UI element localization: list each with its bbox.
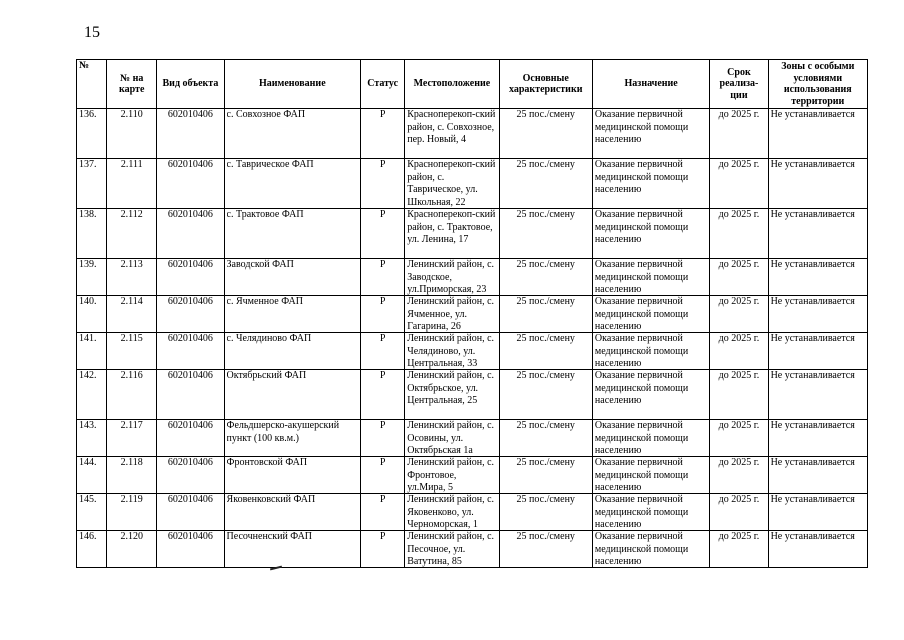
cell-status (361, 209, 405, 259)
object-kind-text: 602010406 (167, 457, 213, 468)
cell-object-kind (157, 333, 224, 370)
cell-status (361, 296, 405, 333)
cell-characteristics (499, 494, 592, 531)
cell-zones (768, 457, 867, 494)
purpose-text: Оказание первичной медицинской помощи населению (594, 159, 689, 195)
cell-map-number (107, 531, 157, 568)
cell-map-number (107, 209, 157, 259)
header-num: № (77, 60, 107, 109)
term-text: до 2025 г. (718, 109, 760, 120)
object-name-text: с. Таврическое ФАП (226, 159, 314, 170)
term-text: до 2025 г. (718, 420, 760, 431)
status-text: Р (379, 457, 386, 468)
object-kind-text: 602010406 (167, 370, 213, 381)
cell-object-kind (157, 457, 224, 494)
object-kind-text: 602010406 (167, 494, 213, 505)
cell-purpose (592, 296, 709, 333)
status-text: Р (379, 209, 386, 220)
cell-characteristics (499, 420, 592, 457)
characteristics-text: 25 пос./смену (516, 159, 575, 170)
cell-object-name (224, 296, 361, 333)
table-row (77, 259, 868, 296)
characteristics-text: 25 пос./смену (516, 259, 575, 270)
cell-map-number (107, 494, 157, 531)
cell-map-number (107, 457, 157, 494)
location-text: Красноперекоп-ский район, с. Совхозное, пер. Новый, 4 (407, 109, 496, 145)
location-text: Ленинский район, с. Заводское, ул.Приморская, 23 (407, 259, 495, 295)
purpose-text: Оказание первичной медицинской помощи населению (594, 296, 689, 332)
header-zones: Зоны с особыми условиями использования территории (768, 60, 867, 109)
map-number-text: 2.110 (120, 109, 143, 120)
cell-row-number (77, 494, 107, 531)
header-name: Наименование (224, 60, 361, 109)
object-name-text: Яковенковский ФАП (226, 494, 316, 505)
table-row (77, 531, 868, 568)
zones-text: Не устанавливается (770, 370, 855, 381)
map-number-text: 2.115 (120, 333, 143, 344)
cell-object-name (224, 159, 361, 209)
term-text: до 2025 г. (718, 296, 760, 307)
location-text: Ленинский район, с. Песочное, ул. Ватутина, 85 (407, 531, 495, 567)
cell-status (361, 259, 405, 296)
purpose-text: Оказание первичной медицинской помощи населению (594, 333, 689, 369)
term-text: до 2025 г. (718, 494, 760, 505)
cell-row-number (77, 420, 107, 457)
characteristics-text: 25 пос./смену (516, 494, 575, 505)
object-name-text: с. Челядиново ФАП (226, 333, 312, 344)
map-number-text: 2.113 (120, 259, 143, 270)
row-number-text: 142. (79, 370, 97, 381)
cell-object-name (224, 457, 361, 494)
cell-location (405, 296, 499, 333)
status-text: Р (379, 159, 386, 170)
status-text: Р (379, 420, 386, 431)
object-name-text: с. Совхозное ФАП (226, 109, 306, 120)
characteristics-text: 25 пос./смену (516, 420, 575, 431)
map-number-text: 2.120 (120, 531, 143, 542)
cell-purpose (592, 159, 709, 209)
status-text: Р (379, 296, 386, 307)
cell-map-number (107, 333, 157, 370)
cell-characteristics (499, 296, 592, 333)
cell-zones (768, 370, 867, 420)
purpose-text: Оказание первичной медицинской помощи населению (594, 420, 689, 456)
location-text: Ленинский район, с. Ячменное, ул. Гагарина, 26 (407, 296, 495, 332)
cell-map-number (107, 159, 157, 209)
zones-text: Не устанавливается (770, 296, 855, 307)
map-number-text: 2.112 (120, 209, 143, 220)
cell-term (710, 420, 768, 457)
status-text: Р (379, 531, 386, 542)
term-text: до 2025 г. (718, 370, 760, 381)
table-row (77, 209, 868, 259)
objects-table (76, 59, 868, 568)
row-number-text: 139. (79, 259, 97, 270)
table-row (77, 420, 868, 457)
row-number-text: 141. (79, 333, 97, 344)
table-row (77, 457, 868, 494)
cell-location (405, 259, 499, 296)
object-kind-text: 602010406 (167, 209, 213, 220)
cell-object-kind (157, 159, 224, 209)
cell-purpose (592, 259, 709, 296)
cell-purpose (592, 457, 709, 494)
cell-zones (768, 209, 867, 259)
purpose-text: Оказание первичной медицинской помощи населению (594, 531, 689, 567)
map-number-text: 2.114 (120, 296, 143, 307)
cell-object-kind (157, 494, 224, 531)
zones-text: Не устанавливается (770, 109, 855, 120)
cell-purpose (592, 209, 709, 259)
header-term: Срок реализа-ции (710, 60, 768, 109)
cell-zones (768, 420, 867, 457)
cell-characteristics (499, 457, 592, 494)
map-number-text: 2.111 (120, 159, 143, 170)
location-text: Красноперекоп-ский район, с. Трактовое, ул. Ленина, 17 (407, 209, 496, 245)
cell-purpose (592, 109, 709, 159)
cell-object-kind (157, 109, 224, 159)
cell-location (405, 531, 499, 568)
cell-object-name (224, 531, 361, 568)
row-number-text: 136. (79, 109, 97, 120)
zones-text: Не устанавливается (770, 259, 855, 270)
object-kind-text: 602010406 (167, 531, 213, 542)
cell-purpose (592, 494, 709, 531)
cell-characteristics (499, 159, 592, 209)
cell-object-name (224, 259, 361, 296)
table-row (77, 109, 868, 159)
cell-purpose (592, 333, 709, 370)
cell-term (710, 209, 768, 259)
header-object-kind: Вид объекта (157, 60, 224, 109)
cell-object-kind (157, 531, 224, 568)
purpose-text: Оказание первичной медицинской помощи населению (594, 370, 689, 406)
characteristics-text: 25 пос./смену (516, 296, 575, 307)
map-number-text: 2.119 (120, 494, 143, 505)
status-text: Р (379, 370, 386, 381)
row-number-text: 140. (79, 296, 97, 307)
object-kind-text: 602010406 (167, 420, 213, 431)
cell-row-number (77, 209, 107, 259)
map-number-text: 2.118 (120, 457, 143, 468)
object-name-text: Песочненский ФАП (226, 531, 313, 542)
cell-purpose (592, 531, 709, 568)
location-text: Ленинский район, с. Октябрьское, ул. Центральная, 25 (407, 370, 495, 406)
cell-row-number (77, 159, 107, 209)
cell-zones (768, 259, 867, 296)
row-number-text: 138. (79, 209, 97, 220)
table-row (77, 159, 868, 209)
object-kind-text: 602010406 (167, 159, 213, 170)
purpose-text: Оказание первичной медицинской помощи населению (594, 457, 689, 493)
object-name-text: Фельдшерско-акушерский пункт (100 кв.м.) (226, 420, 340, 444)
purpose-text: Оказание первичной медицинской помощи населению (594, 209, 689, 245)
term-text: до 2025 г. (718, 209, 760, 220)
cell-location (405, 494, 499, 531)
cell-object-kind (157, 420, 224, 457)
cell-object-name (224, 209, 361, 259)
location-text: Ленинский район, с. Осовины, ул. Октябрьская 1а (407, 420, 495, 456)
cell-term (710, 494, 768, 531)
cell-term (710, 457, 768, 494)
cell-status (361, 109, 405, 159)
object-kind-text: 602010406 (167, 333, 213, 344)
cell-map-number (107, 370, 157, 420)
cell-status (361, 159, 405, 209)
term-text: до 2025 г. (718, 159, 760, 170)
cell-object-kind (157, 209, 224, 259)
location-text: Ленинский район, с. Фронтовое, ул.Мира, 5 (407, 457, 495, 493)
header-status: Статус (361, 60, 405, 109)
cell-characteristics (499, 370, 592, 420)
location-text: Ленинский район, с. Яковенково, ул. Черноморская, 1 (407, 494, 495, 530)
cell-row-number (77, 109, 107, 159)
term-text: до 2025 г. (718, 531, 760, 542)
cell-term (710, 159, 768, 209)
cell-status (361, 370, 405, 420)
object-kind-text: 602010406 (167, 109, 213, 120)
cell-map-number (107, 420, 157, 457)
cell-zones (768, 531, 867, 568)
cell-location (405, 370, 499, 420)
term-text: до 2025 г. (718, 259, 760, 270)
map-number-text: 2.117 (120, 420, 143, 431)
object-name-text: Фронтовской ФАП (226, 457, 308, 468)
zones-text: Не устанавливается (770, 209, 855, 220)
status-text: Р (379, 333, 386, 344)
row-number-text: 145. (79, 494, 97, 505)
map-number-text: 2.116 (120, 370, 143, 381)
cell-location (405, 159, 499, 209)
cell-object-name (224, 420, 361, 457)
table-header-row (77, 60, 868, 109)
cell-zones (768, 333, 867, 370)
cell-map-number (107, 259, 157, 296)
cell-row-number (77, 259, 107, 296)
zones-text: Не устанавливается (770, 420, 855, 431)
cell-characteristics (499, 531, 592, 568)
purpose-text: Оказание первичной медицинской помощи населению (594, 259, 689, 295)
cell-status (361, 333, 405, 370)
cell-object-name (224, 494, 361, 531)
row-number-text: 143. (79, 420, 97, 431)
header-purpose: Назначение (592, 60, 709, 109)
page-number: 15 (84, 24, 100, 41)
characteristics-text: 25 пос./смену (516, 333, 575, 344)
cell-location (405, 333, 499, 370)
cell-map-number (107, 109, 157, 159)
cell-characteristics (499, 109, 592, 159)
cell-zones (768, 159, 867, 209)
cell-object-name (224, 333, 361, 370)
cell-term (710, 531, 768, 568)
cell-row-number (77, 457, 107, 494)
cell-characteristics (499, 333, 592, 370)
cell-location (405, 109, 499, 159)
purpose-text: Оказание первичной медицинской помощи населению (594, 494, 689, 530)
object-name-text: с. Трактовое ФАП (226, 209, 304, 220)
cell-characteristics (499, 259, 592, 296)
table-row (77, 296, 868, 333)
cell-status (361, 494, 405, 531)
cell-purpose (592, 420, 709, 457)
row-number-text: 137. (79, 159, 97, 170)
zones-text: Не устанавливается (770, 333, 855, 344)
cell-object-kind (157, 259, 224, 296)
cell-zones (768, 494, 867, 531)
cell-location (405, 209, 499, 259)
cell-status (361, 420, 405, 457)
characteristics-text: 25 пос./смену (516, 109, 575, 120)
cell-term (710, 370, 768, 420)
cell-status (361, 457, 405, 494)
cell-term (710, 109, 768, 159)
zones-text: Не устанавливается (770, 457, 855, 468)
cell-status (361, 531, 405, 568)
cell-row-number (77, 370, 107, 420)
status-text: Р (379, 259, 386, 270)
cell-object-name (224, 109, 361, 159)
status-text: Р (379, 109, 386, 120)
cell-object-name (224, 370, 361, 420)
row-number-text: 146. (79, 531, 97, 542)
cell-row-number (77, 296, 107, 333)
table-row (77, 333, 868, 370)
cell-row-number (77, 333, 107, 370)
object-kind-text: 602010406 (167, 259, 213, 270)
term-text: до 2025 г. (718, 333, 760, 344)
cell-characteristics (499, 209, 592, 259)
cell-term (710, 333, 768, 370)
cell-term (710, 296, 768, 333)
cell-location (405, 457, 499, 494)
cell-row-number (77, 531, 107, 568)
cell-map-number (107, 296, 157, 333)
purpose-text: Оказание первичной медицинской помощи населению (594, 109, 689, 145)
header-characteristics: Основные характеристики (499, 60, 592, 109)
row-number-text: 144. (79, 457, 97, 468)
characteristics-text: 25 пос./смену (516, 457, 575, 468)
object-name-text: Заводской ФАП (226, 259, 294, 270)
header-map-number: № на карте (107, 60, 157, 109)
location-text: Красноперекоп-ский район, с. Таврическое, ул. Школьная, 22 (407, 159, 496, 208)
characteristics-text: 25 пос./смену (516, 370, 575, 381)
status-text: Р (379, 494, 386, 505)
characteristics-text: 25 пос./смену (516, 209, 575, 220)
cell-purpose (592, 370, 709, 420)
header-location: Местоположение (405, 60, 499, 109)
zones-text: Не устанавливается (770, 494, 855, 505)
table-row (77, 494, 868, 531)
term-text: до 2025 г. (718, 457, 760, 468)
cell-zones (768, 296, 867, 333)
cell-location (405, 420, 499, 457)
location-text: Ленинский район, с. Челядиново, ул. Центральная, 33 (407, 333, 495, 369)
table-row (77, 370, 868, 420)
object-name-text: с. Ячменное ФАП (226, 296, 303, 307)
zones-text: Не устанавливается (770, 531, 855, 542)
object-name-text: Октябрьский ФАП (226, 370, 307, 381)
characteristics-text: 25 пос./смену (516, 531, 575, 542)
cell-object-kind (157, 296, 224, 333)
zones-text: Не устанавливается (770, 159, 855, 170)
object-kind-text: 602010406 (167, 296, 213, 307)
cell-object-kind (157, 370, 224, 420)
cell-zones (768, 109, 867, 159)
cell-term (710, 259, 768, 296)
